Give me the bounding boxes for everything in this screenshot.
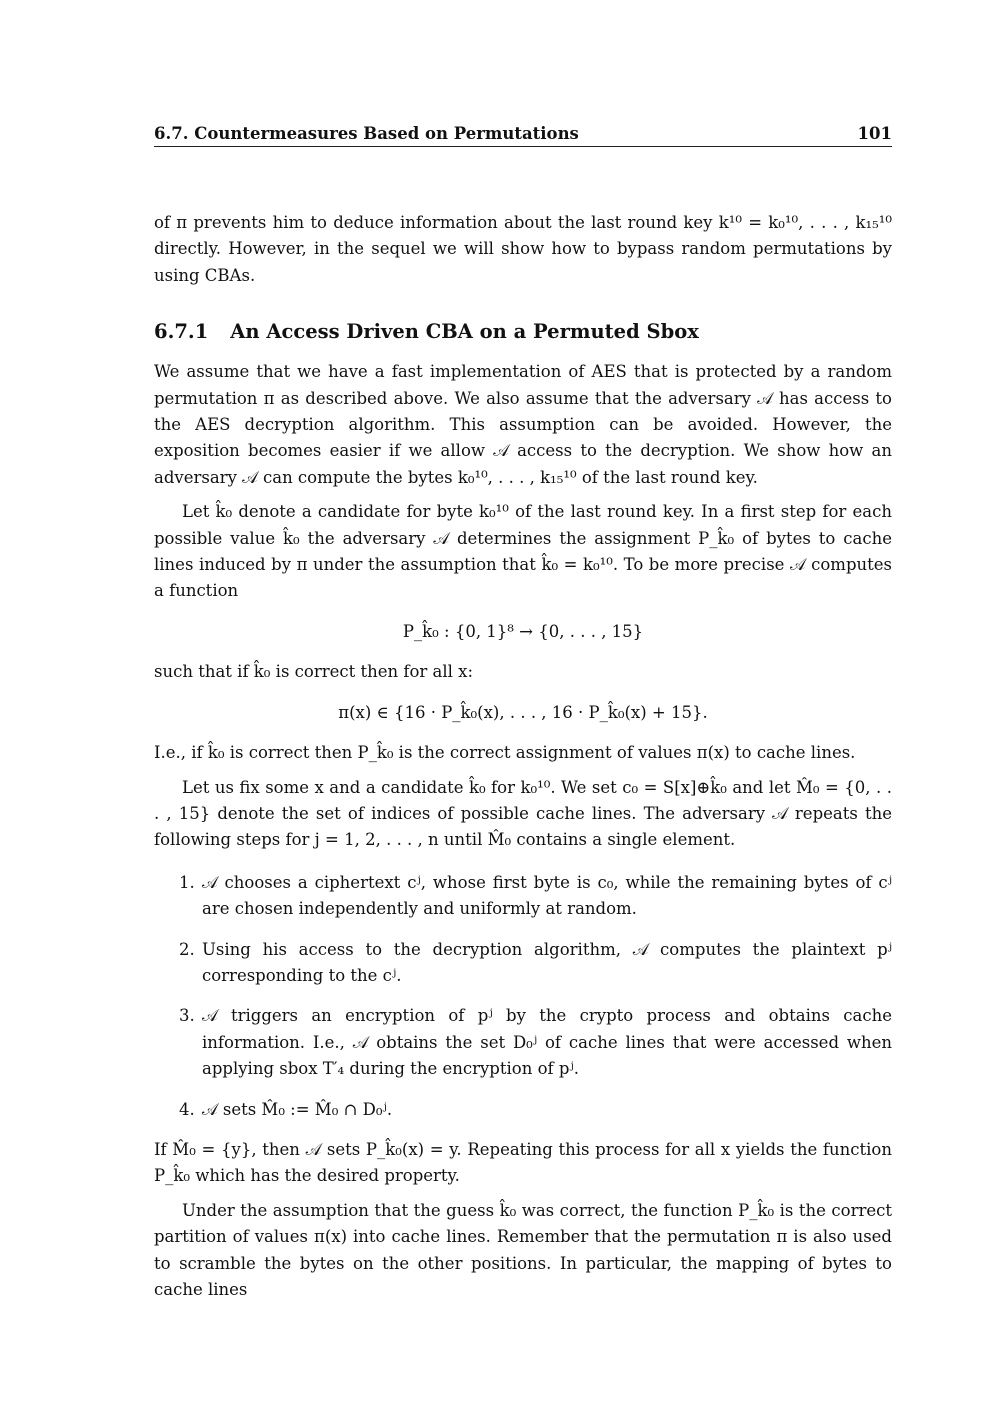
list-item: 1. 𝒜 chooses a ciphertext cʲ, whose first byte is c₀, while the remaining bytes of cʲ are chosen independently and uniformly at random. bbox=[200, 870, 892, 923]
paragraph-candidate: Let k̂₀ denote a candidate for byte k₀¹⁰ of the last round key. In a first step for each possible value k̂₀ the adversary 𝒜 determines the assignment P_k̂₀ of bytes to cache lines induced by π under the assumption that k̂₀ = k₀¹⁰. To be more precise 𝒜 computes a function bbox=[154, 502, 892, 601]
equation-membership: π(x) ∈ {16 · P_k̂₀(x), . . . , 16 · P_k̂₀(x) + 15}. bbox=[338, 702, 708, 722]
paragraph-ie: I.e., if k̂₀ is correct then P_k̂₀ is the correct assignment of values π(x) to cache lines. bbox=[154, 743, 856, 763]
list-item: 2. Using his access to the decryption algorithm, 𝒜 computes the plaintext pʲ corresponding to the cʲ. bbox=[200, 937, 892, 990]
paragraph-procedure: Let us fix some x and a candidate k̂₀ for k₀¹⁰. We set c₀ = S[x]⊕k̂₀ and let M̂₀ = {0, . . . , 15} denote the set of indices of possible cache lines. The adversary 𝒜 repeats the following steps for j = 1, 2, . . . , n until M̂₀ contains a single element. bbox=[154, 777, 892, 850]
section-heading bbox=[154, 319, 892, 345]
header-title: 6.7. Countermeasures Based on Permutations bbox=[154, 124, 579, 143]
paragraph-partition: Under the assumption that the guess k̂₀ was correct, the function P_k̂₀ is the correct partition of values π(x) into cache lines. Remember that the permutation π is also used to scramble the bytes on the other positions. In particular, the mapping of bytes to cache lines bbox=[154, 1200, 892, 1299]
equation-function: P_k̂₀ : {0, 1}⁸ → {0, . . . , 15} bbox=[402, 621, 644, 641]
paragraph-condition: such that if k̂₀ is correct then for all x: bbox=[154, 662, 474, 682]
page-body bbox=[154, 210, 892, 1303]
list-item: 4. 𝒜 sets M̂₀ := M̂₀ ∩ D₀ʲ. bbox=[200, 1097, 892, 1123]
section-title: An Access Driven CBA on a Permuted Sbox bbox=[230, 320, 699, 344]
paragraph-result: If M̂₀ = {y}, then 𝒜 sets P_k̂₀(x) = y. Repeating this process for all x yields the function P_k̂₀ which has the desired property. bbox=[154, 1139, 892, 1186]
section-number: 6.7.1 bbox=[154, 320, 209, 344]
paragraph-assumptions: We assume that we have a fast implementation of AES that is protected by a random permutation π as described above. We also assume that the adversary 𝒜 has access to the AES decryption algorithm. This assumption can be avoided. However, the exposition becomes easier if we allow 𝒜 access to the decryption. We show how an adversary 𝒜 can compute the bytes k₀¹⁰, . . . , k₁₅¹⁰ of the last round key. bbox=[154, 362, 892, 487]
paragraph-continued: of π prevents him to deduce information about the last round key k¹⁰ = k₀¹⁰, . . . , k₁₅¹⁰ directly. However, in the sequel we will show how to bypass random permutations by using CBAs. bbox=[154, 213, 892, 285]
running-header bbox=[154, 124, 892, 147]
page-number: 101 bbox=[857, 124, 892, 143]
list-item: 3. 𝒜 triggers an encryption of pʲ by the crypto process and obtains cache information. I.e., 𝒜 obtains the set D₀ʲ of cache lines that were accessed when applying sbox T′₄ during the encryption of pʲ. bbox=[200, 1003, 892, 1082]
steps-list bbox=[154, 870, 892, 1123]
